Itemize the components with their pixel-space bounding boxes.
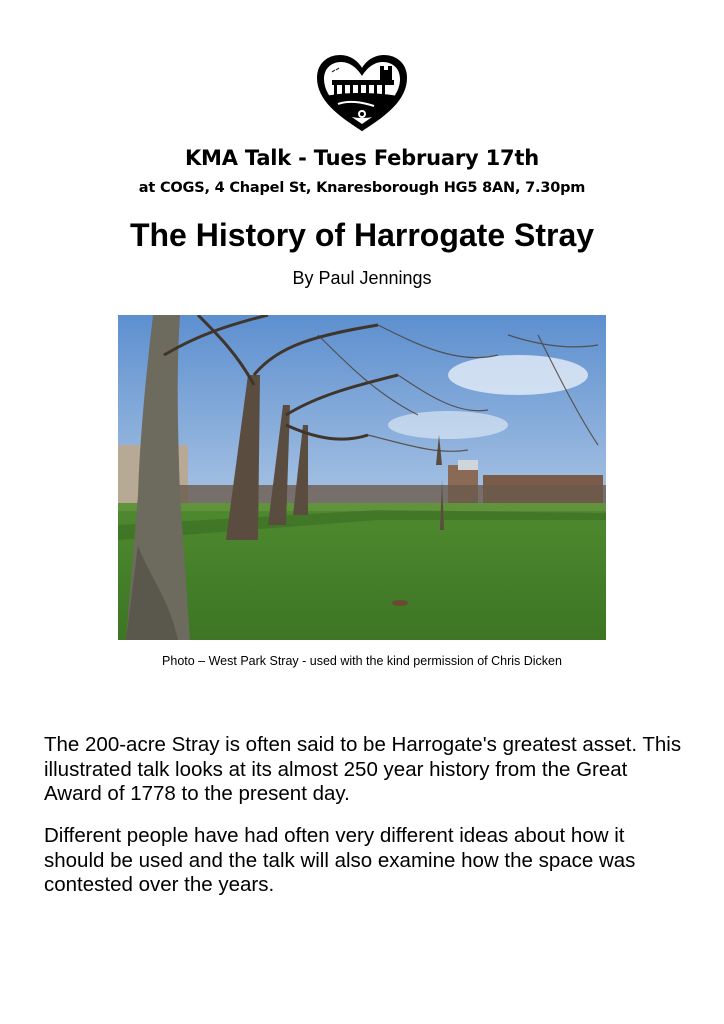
paragraph-details: Different people have had often very different ideas about how it should be used and the talk will also examine how the space was contested over the years. — [44, 824, 636, 896]
speaker-byline: By Paul Jennings — [292, 268, 432, 288]
heart-logo-icon — [314, 52, 410, 132]
venue-details: at COGS, 4 Chapel St, Knaresborough HG5 8AN, 7.30pm — [138, 180, 586, 196]
paragraph-intro: The 200-acre Stray is often said to be Harrogate's greatest asset. This illustrated talk looks at its almost 250 year history from the Great Award of 1778 to the present day. — [44, 733, 682, 805]
event-heading: KMA Talk - Tues February 17th — [184, 146, 540, 170]
photo-caption: Photo – West Park Stray - used with the kind permission of Chris Dicken — [162, 654, 562, 668]
talk-title: The History of Harrogate Stray — [129, 217, 595, 253]
stray-photo — [118, 315, 606, 640]
